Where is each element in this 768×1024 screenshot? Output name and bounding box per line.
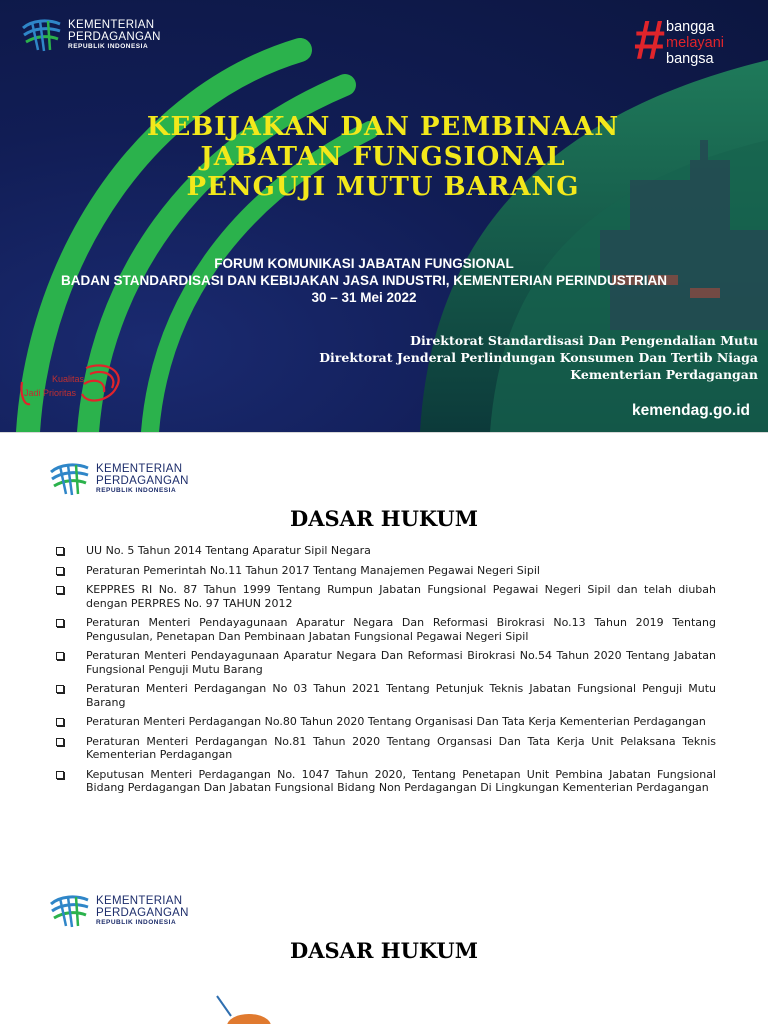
checkbox-bullet-icon — [56, 771, 64, 779]
kualitas-jadi-prioritas-logo — [16, 360, 126, 410]
logo-line-3: REPUBLIK INDONESIA — [96, 919, 177, 927]
list-item-text: UU No. 5 Tahun 2014 Tentang Aparatur Sipil Negara — [86, 544, 371, 557]
list-item-text: Peraturan Menteri Pendayagunaan Aparatur Negara Dan Reformasi Birokrasi No.54 Tahun 2020 Tentang Jabatan Fungsional Penguji Mutu Barang — [86, 649, 716, 676]
title-slide — [0, 0, 768, 432]
list-item-text: Peraturan Menteri Perdagangan No.81 Tahun 2020 Tentang Organsasi Dan Tata Kerja Unit Pelaksana Teknis Kementerian Perdagangan — [86, 735, 716, 762]
checkbox-bullet-icon — [56, 619, 64, 627]
logo-line-3: REPUBLIK INDONESIA — [68, 43, 149, 51]
dasar-hukum-slide — [0, 432, 768, 865]
list-item — [54, 544, 716, 557]
organizer-line-3: Kementerian Perdagangan — [570, 367, 758, 382]
logo-line-1: KEMENTERIAN — [96, 895, 183, 908]
campaign-word-1: bangga — [666, 19, 715, 35]
list-item-text: Peraturan Pemerintah No.11 Tahun 2017 Tentang Manajemen Pegawai Negeri Sipil — [86, 563, 540, 577]
checkbox-bullet-icon — [56, 685, 64, 693]
decorative-graphic — [205, 994, 285, 1024]
logo-line-1: KEMENTERIAN — [68, 19, 155, 32]
organizer-info — [319, 332, 758, 383]
logo-line-2: PERDAGANGAN — [96, 475, 189, 488]
list-item-text: Peraturan Menteri Perdagangan No 03 Tahun 2021 Tentang Petunjuk Teknis Jabatan Fungsional Penguji Mutu Barang — [86, 682, 716, 709]
checkbox-bullet-icon — [56, 586, 64, 594]
campaign-word-2: melayani — [666, 35, 725, 51]
presentation-title — [100, 112, 666, 202]
kemendag-logo — [48, 892, 189, 930]
list-item-text: Keputusan Menteri Perdagangan No. 1047 Tahun 2020, Tentang Penetapan Unit Pembina Jabatan Fungsional Bidang Perdagangan Dan Jabatan Fungsional Bidang Non Perdagangan Di Lingkungan Kementerian Perdagangan — [86, 767, 716, 795]
kualitas-text-1: Kualitas — [52, 374, 85, 384]
list-item — [54, 583, 716, 610]
list-item — [54, 616, 716, 643]
checkbox-bullet-icon — [56, 652, 64, 660]
checkbox-bullet-icon — [56, 567, 64, 575]
list-item-text: Peraturan Menteri Perdagangan No.80 Tahun 2020 Tentang Organisasi Dan Tata Kerja Kementerian Perdagangan — [86, 715, 706, 729]
list-item-text: Peraturan Menteri Pendayagunaan Aparatur Negara Dan Reformasi Birokrasi No.13 Tahun 2019 Tentang Pengusulan, Penetapan Dan Pembinaan Jabatan Fungsional Pegawai Negeri Sipil — [86, 616, 716, 643]
list-item — [54, 649, 716, 676]
list-item — [54, 715, 716, 728]
checkbox-bullet-icon — [56, 718, 64, 726]
kemendag-logo-icon — [48, 892, 90, 930]
slide-heading: DASAR HUKUM — [290, 938, 478, 963]
logo-line-1: KEMENTERIAN — [96, 463, 183, 476]
forum-info — [0, 255, 728, 306]
forum-date: 30 – 31 Mei 2022 — [311, 290, 417, 305]
logo-line-2: PERDAGANGAN — [96, 907, 189, 920]
logo-line-3: REPUBLIK INDONESIA — [96, 487, 177, 495]
slide-heading: DASAR HUKUM — [290, 506, 478, 531]
bangga-melayani-bangsa-logo — [634, 8, 746, 71]
title-line-3: PENGUJI MUTU BARANG — [186, 172, 580, 202]
list-item — [54, 564, 716, 577]
kemendag-logo-icon — [48, 460, 90, 498]
checkbox-bullet-icon — [56, 547, 64, 555]
kemendag-logo-icon — [20, 16, 62, 54]
list-item-text: KEPPRES RI No. 87 Tahun 1999 Tentang Rumpun Jabatan Fungsional Pegawai Negeri Sipil dan telah diubah dengan PERPRES No. 97 TAHUN 2012 — [86, 583, 716, 610]
organizer-line-1: Direktorat Standardisasi Dan Pengendalian Mutu — [410, 333, 758, 348]
forum-line-1: FORUM KOMUNIKASI JABATAN FUNGSIONAL — [214, 256, 514, 271]
kemendag-logo — [48, 460, 189, 498]
logo-line-2: PERDAGANGAN — [68, 31, 161, 44]
dasar-hukum-slide-2 — [0, 864, 768, 1024]
title-line-2: JABATAN FUNGSIONAL — [200, 142, 566, 172]
website-url: kemendag.go.id — [632, 402, 750, 419]
list-item — [54, 768, 716, 795]
list-item — [54, 735, 716, 762]
campaign-word-3: bangsa — [666, 51, 714, 67]
kemendag-logo — [20, 16, 161, 54]
forum-line-2: BADAN STANDARDISASI DAN KEBIJAKAN JASA INDUSTRI, KEMENTERIAN PERINDUSTRIAN — [60, 273, 668, 288]
legal-basis-list — [54, 544, 716, 801]
hashtag-icon: # — [634, 8, 666, 71]
organizer-line-2: Direktorat Jenderal Perlindungan Konsumen Dan Tertib Niaga — [319, 350, 758, 365]
title-line-1: KEBIJAKAN DAN PEMBINAAN — [146, 112, 620, 142]
list-item — [54, 682, 716, 709]
kualitas-text-2: Jadi Prioritas — [24, 388, 77, 398]
checkbox-bullet-icon — [56, 738, 64, 746]
